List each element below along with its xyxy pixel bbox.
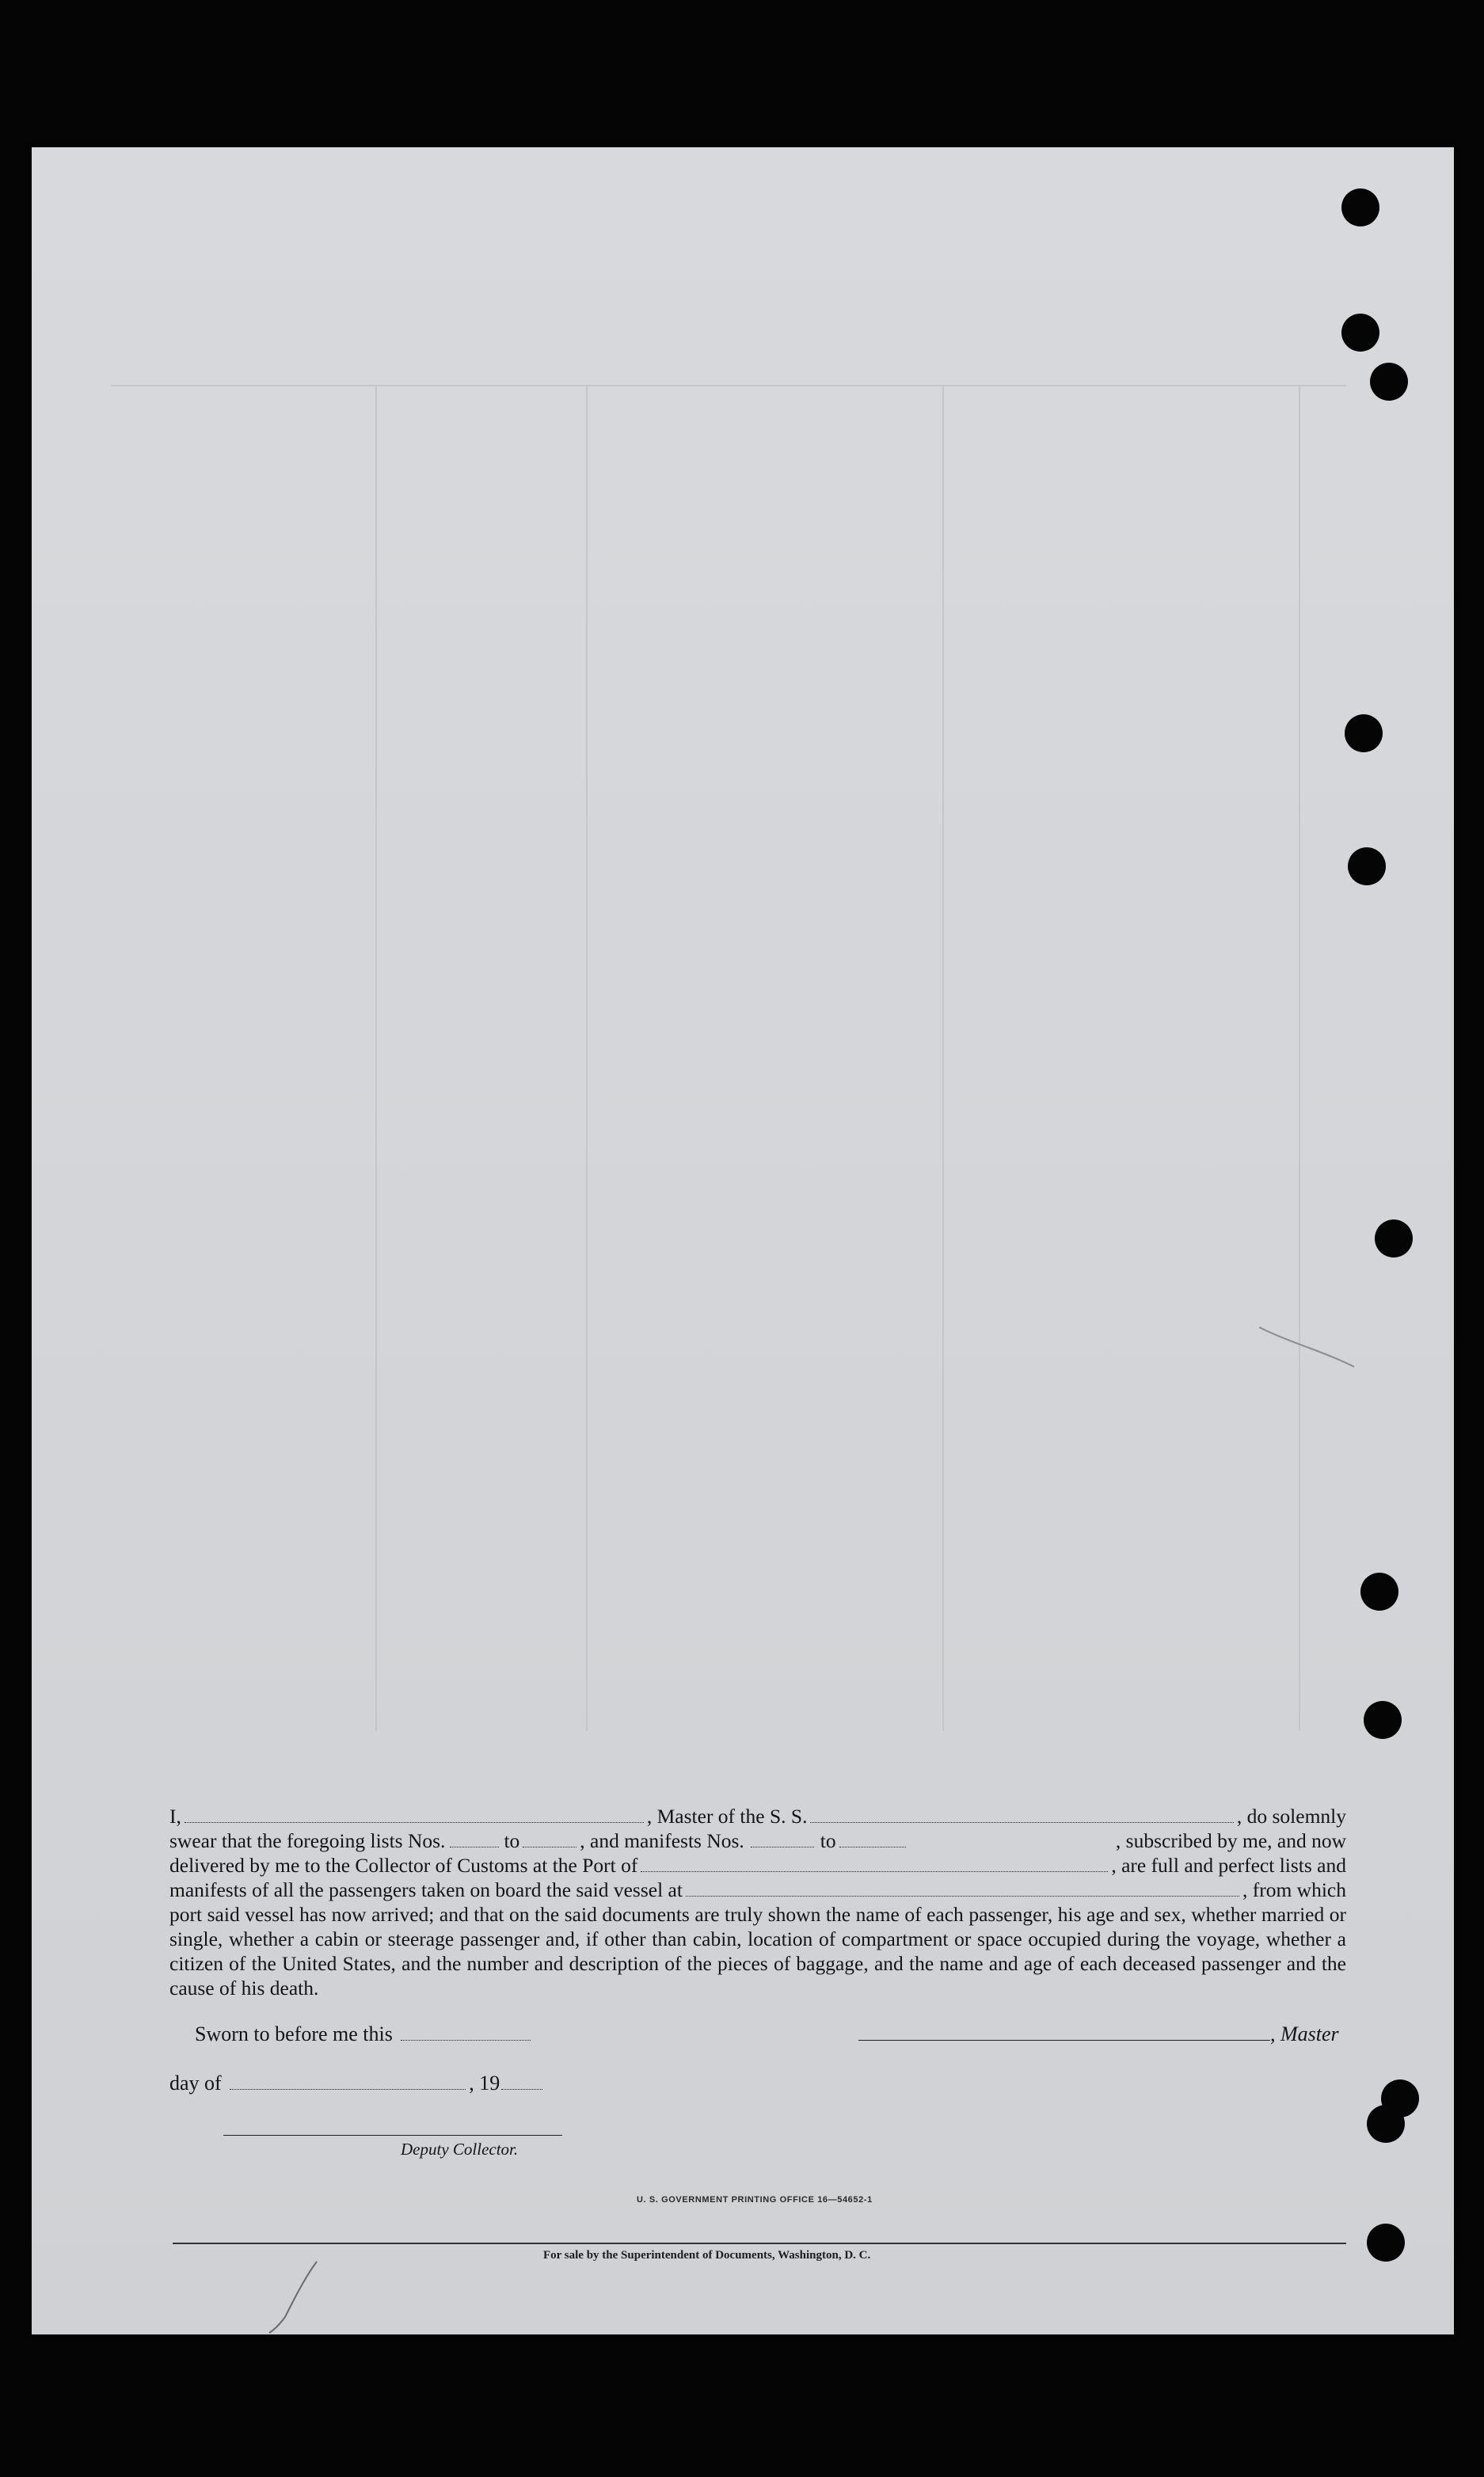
port-of-arrival-blank[interactable] (641, 1857, 1108, 1872)
oath-and-manifests: , and manifests Nos. (580, 1829, 744, 1852)
lists-to-blank[interactable] (523, 1832, 576, 1847)
oath-line-1 (169, 1804, 1346, 1828)
oath-delivered-by-me: delivered by me to the Collector of Customs at the Port of (169, 1854, 638, 1877)
day-of-line (169, 2072, 542, 2095)
oath-manifests-of-all: manifests of all the passengers taken on board the said vessel at (169, 1878, 683, 1901)
punch-hole (1375, 1219, 1413, 1258)
punch-hole (1370, 363, 1408, 401)
punch-hole (1360, 1573, 1398, 1611)
oath-paragraph (169, 1804, 1346, 2000)
oath-i-prefix: I, (169, 1805, 181, 1828)
lists-from-blank[interactable] (450, 1832, 499, 1847)
oath-line-2 (169, 1828, 1346, 1853)
document-page (32, 147, 1454, 2334)
port-of-departure-blank[interactable] (686, 1882, 1239, 1897)
punch-hole (1367, 2224, 1405, 2262)
sworn-line (195, 2022, 531, 2046)
oath-from-which: , from which (1242, 1878, 1346, 1901)
month-blank[interactable] (230, 2075, 466, 2090)
bleed-through-column-line (375, 385, 377, 1731)
oath-full-and-perfect: , are full and perfect lists and (1111, 1854, 1346, 1877)
manifests-to-blank[interactable] (839, 1832, 906, 1847)
oath-to-2: to (820, 1829, 836, 1852)
for-sale-notice: For sale by the Superintendent of Documents, Washington, D. C. (543, 2249, 871, 2262)
pen-mark (1251, 1319, 1362, 1375)
bleed-through-column-line (942, 385, 944, 1731)
bleed-through-column-line (586, 385, 588, 1731)
deputy-collector-label: Deputy Collector. (401, 2140, 519, 2159)
punch-hole (1345, 714, 1383, 752)
year-blank[interactable] (501, 2075, 542, 2090)
day-of-label: day of (169, 2072, 222, 2095)
master-signature-blank[interactable] (858, 2026, 1270, 2041)
footer-rule (173, 2243, 1346, 2244)
sworn-day-blank[interactable] (401, 2026, 531, 2041)
oath-line-3 (169, 1853, 1346, 1878)
punch-hole (1367, 2105, 1405, 2143)
punch-hole (1341, 314, 1379, 352)
year-prefix-label: , 19 (469, 2072, 500, 2095)
oath-subscribed: , subscribed by me, and now (1115, 1829, 1346, 1852)
manifests-from-blank[interactable] (751, 1832, 814, 1847)
oath-to-1: to (504, 1829, 520, 1852)
deputy-collector-signature-line[interactable] (223, 2135, 562, 2136)
oath-swear-lists: swear that the foregoing lists Nos. (169, 1829, 446, 1852)
oath-line-4 (169, 1878, 1346, 1902)
bleed-through-column-line (1299, 385, 1300, 1731)
oath-do-solemnly: , do solemnly (1236, 1805, 1346, 1828)
oath-body-text: port said vessel has now arrived; and that on the said documents are truly shown the name of each passenger, his age and sex, whether married or single, whether a cabin or steerage passenger and, if other than cabin, location of compartment or space occupied during the voyage, whether a citizen of the United States, and the number and description of the pieces of baggage, and the name and age of each deceased passenger and the cause of his death. (169, 1903, 1346, 1999)
punch-hole (1341, 188, 1379, 226)
sworn-to-label: Sworn to before me this (195, 2022, 393, 2045)
bleed-through-row-line (111, 385, 1346, 386)
punch-hole (1348, 847, 1386, 885)
punch-hole (1364, 1701, 1402, 1739)
master-name-blank[interactable] (185, 1808, 644, 1823)
master-suffix-label: , Master (1270, 2022, 1339, 2045)
master-signature-line (858, 2022, 1339, 2046)
ship-name-blank[interactable] (810, 1808, 1233, 1823)
pen-mark (261, 2254, 333, 2341)
oath-master-of-ss: , Master of the S. S. (646, 1805, 808, 1828)
printing-office-imprint: U. S. GOVERNMENT PRINTING OFFICE 16—54652-1 (637, 2195, 873, 2205)
